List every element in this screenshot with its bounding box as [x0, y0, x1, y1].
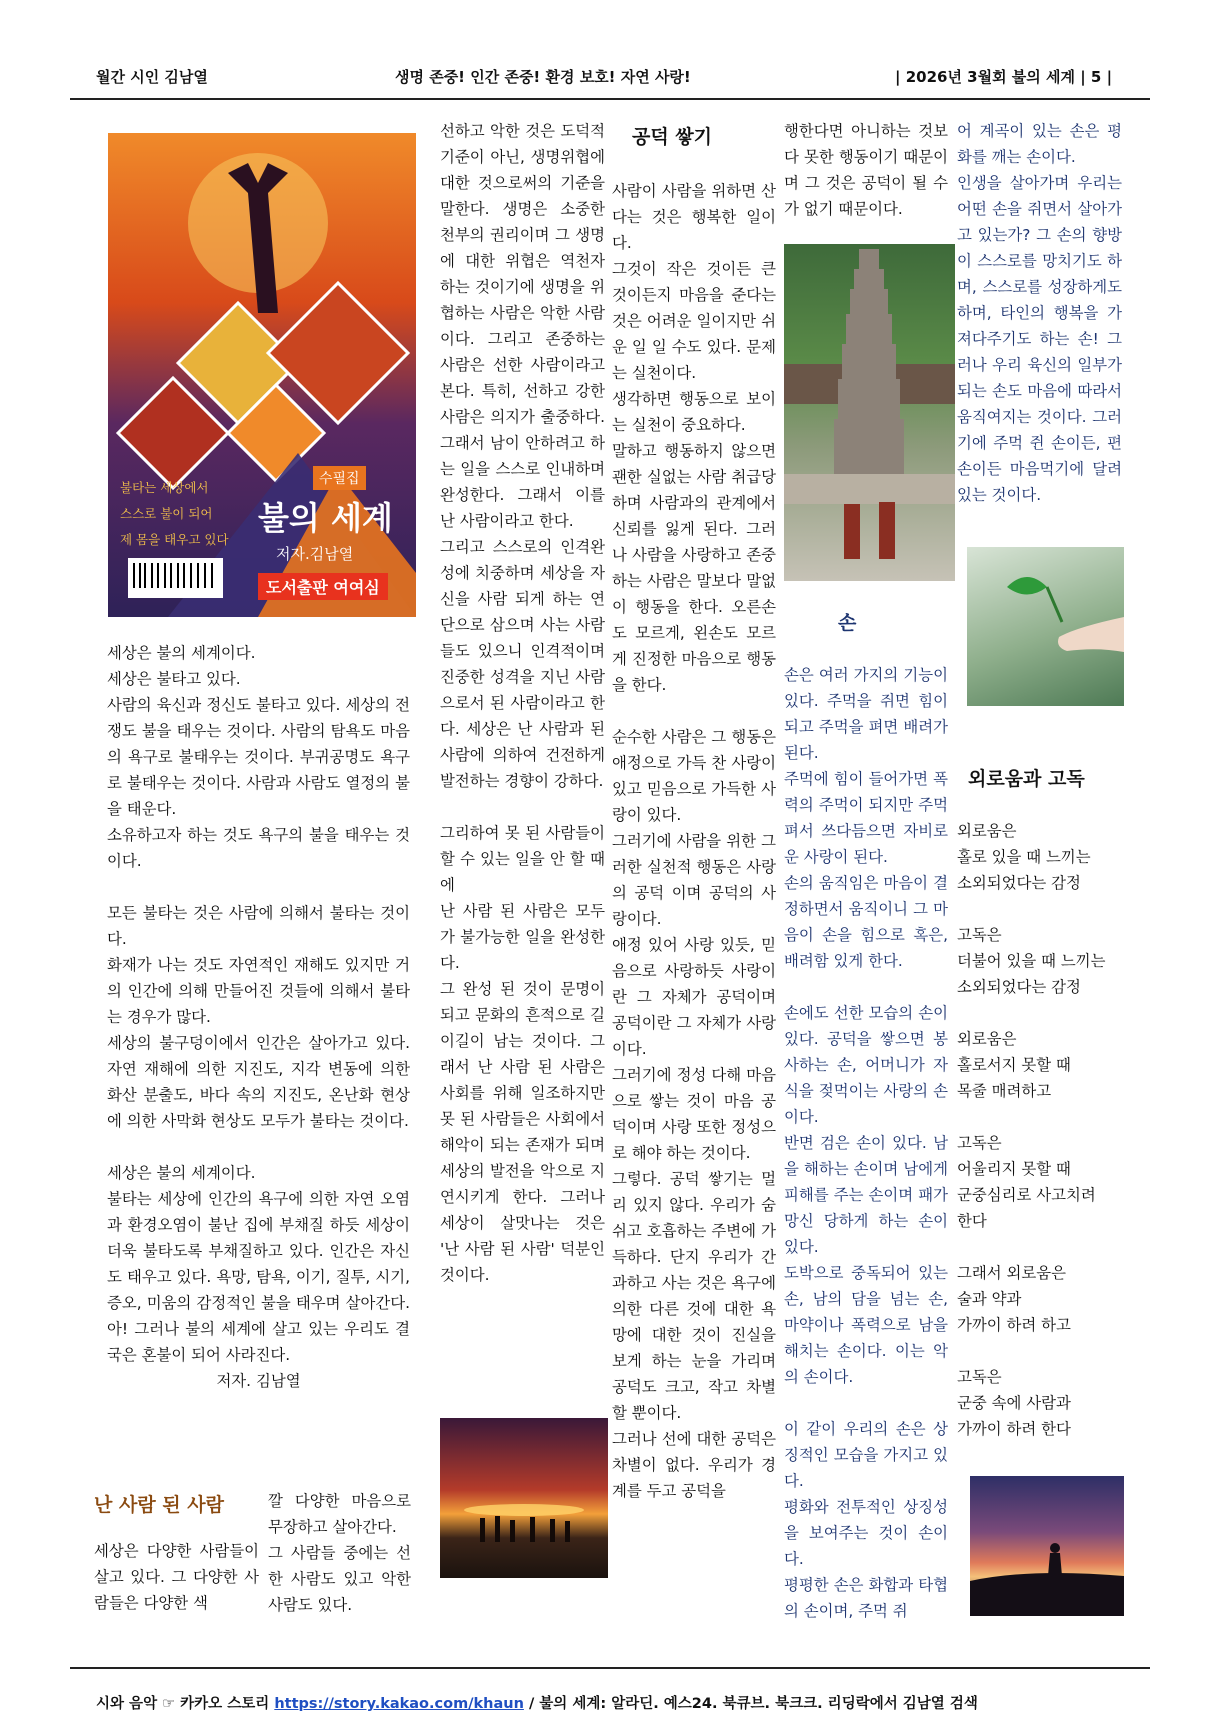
footer-rule: [70, 1667, 1150, 1669]
col2-paragraph-1: 선하고 악한 것은 도덕적 기준이 아닌, 생명위협에 대한 것으로써의 기준을 말한다. 생명은 소중한 천부의 권리이며 그 생명에 대한 위협은 역천자 하는 것이기에 생명을 위협하는 사람은 악한 사람이다. 그리고 존중하는 사람은 선한 사람이라고 본다. 특히, 선하고 강한 사람은 의지가 출중하다. 그래서 남이 안하려고 하는 일을 스스로 인내하며 완성한다. 그래서 이를 난 사람이라고 한다. 그리고 스스로의 인격완성에 치중하며 세상을 자신을 사람 되게 하는 연단으로 삼으며 사는 사람들도 있으니 인격적이며 진중한 성격을 지닌 사람으로서 된 사람이라고 한다. 세상은 난 사람과 된 사람에 의하여 건전하게 발전하는 경향이 강하다.: [440, 122, 605, 790]
twilight-silhouette-image: [970, 1476, 1124, 1616]
poem-line: [957, 1104, 1132, 1130]
cover-tagline-1: 불타는 세상에서: [120, 480, 209, 495]
sunset-silhouettes-image: [440, 1418, 608, 1578]
poem-line: 홀로 있을 때 느끼는: [957, 848, 1091, 866]
poem-line: 목줄 매려하고: [957, 1082, 1052, 1100]
col4-paragraph-1: 행한다면 아니하는 것보다 못한 행동이기 때문이며 그 것은 공덕이 될 수가 없기 때문이다.: [784, 122, 948, 218]
cover-badge: 수필집: [313, 466, 366, 490]
poem-line: [957, 1338, 1132, 1364]
poem-line: 홀로서지 못할 때: [957, 1056, 1071, 1074]
column-4-top: [784, 118, 948, 222]
col4-paragraph-2: 손은 여러 가지의 기능이 있다. 주먹을 쥐면 힘이 되고 주먹을 펴면 배려가 된다. 주먹에 힘이 들어가면 폭력의 주먹이 되지만 주먹 펴서 쓰다듬으면 자비로운 사랑이 된다. 손의 움직임은 마음이 결정하면서 움직이니 그 마음이 손을 힘으로 혹은, 배려함 있게 한다.: [784, 666, 948, 970]
column-3: [612, 178, 776, 1504]
column-2: [440, 118, 605, 1288]
column-1: [107, 640, 410, 1394]
col1-paragraph-3: 세상은 불의 세계이다. 불타는 세상에 인간의 욕구에 의한 자연 오염과 환경오염이 불난 집에 부채질 하듯 세상이 더욱 불타도록 부채질하고 있다. 인간은 자신도 태우고 있다. 욕망, 탐욕, 이기, 질투, 시기, 증오, 미움의 감정적인 불을 태우며 살아간다. 아! 그러나 불의 세계에 살고 있는 우리도 결국은 혼불이 되어 사라진다.: [107, 1164, 410, 1364]
col2-paragraph-2: 그리하여 못 된 사람들이 할 수 있는 일을 안 할 때에 난 사람 된 사람은 모두가 불가능한 일을 완성한다. 그 완성 된 것이 문명이 되고 문화의 흔적으로 길이길이 남는 것이다. 그래서 난 사람 된 사람은 사회를 위해 일조하지만 못 된 사람들은 사회에서 해악이 되는 존재가 되며 세상의 발전을 악으로 지연시키게 한다. 그러나 세상이 살맛나는 것은 '난 사람 된 사람' 덕분인 것이다.: [440, 824, 605, 1284]
col3-paragraph-1: 사람이 사람을 위하면 산다는 것은 행복한 일이다. 그것이 작은 것이든 큰 것이든지 마음을 준다는 것은 어려운 일이지만 쉬운 일 일 수도 있다. 문제는 실천이다. 생각하면 행동으로 보이는 실천이 중요하다. 말하고 행동하지 않으면 괜한 실없는 사람 취급당하며 사람과의 관계에서 신뢰를 잃게 된다. 그러나 사람을 사랑하고 존중하는 사람은 말보다 말없이 행동을 한다. 오른손도 모르게, 왼손도 모르게 진정한 마음으로 행동을 한다.: [612, 182, 776, 694]
footer-suffix: / 불의 세계: 알라딘. 예스24. 북큐브. 북크크. 리딩락에서 김남열 검색: [523, 1696, 978, 1712]
book-cover-image: [108, 133, 416, 617]
col1-author: 저자. 김남열: [216, 1372, 301, 1390]
poem-line: [957, 896, 1132, 922]
poem-line: 고독은: [957, 1134, 1002, 1152]
poem-line: 술과 약과: [957, 1290, 1022, 1308]
section-heading-nanasaram: 난 사람 된 사람: [94, 1494, 224, 1516]
col4-paragraph-4: 이 같이 우리의 손은 상징적인 모습을 가지고 있다. 평화와 전투적인 상징성을 보여주는 것이 손이다. 평평한 손은 화합과 타협의 손이며, 주먹 쥐: [784, 1420, 948, 1620]
nanasaram-left-text: [94, 1538, 259, 1616]
poem-line: 가까이 하려 한다: [957, 1420, 1071, 1438]
header-rule: [70, 98, 1150, 100]
header-left: 월간 시인 김남열: [96, 68, 208, 86]
poem-line: 가까이 하려 하고: [957, 1316, 1071, 1334]
nanasaram-right-text: [268, 1488, 411, 1618]
poem-line: 고독은: [957, 926, 1002, 944]
nanasaram-left-paragraph: 세상은 다양한 사람들이 살고 있다. 그 다양한 사람들은 다양한 색: [94, 1542, 259, 1612]
footer-prefix: 시와 음악 ☞ 카카오 스토리: [96, 1696, 275, 1712]
hand-icon: [1058, 617, 1124, 652]
cover-author: 저자.김남열: [276, 545, 354, 563]
cover-title: 불의 세계: [258, 499, 393, 537]
cover-tagline-3: 제 몸을 태우고 있다: [120, 532, 229, 547]
poem-line: 외로움은: [957, 1030, 1017, 1048]
nanasaram-right-paragraph: 깔 다양한 마음으로 무장하고 살아간다. 그 사람들 중에는 선한 사람도 있고 악한 사람도 있다.: [268, 1492, 411, 1614]
col3-paragraph-2: 순수한 사람은 그 행동은 애정으로 가득 찬 사랑이 있고 믿음으로 가득한 사랑이 있다. 그러기에 사람을 위한 그러한 실천적 행동은 사랑의 공덕 이며 공덕의 사랑이다. 애정 있어 사랑 있듯, 믿음으로 사랑하듯 사랑이란 그 자체가 공덕이며 공덕이란 그 자체가 사랑이다. 그러기에 정성 다해 마음으로 쌓는 것이 마음 공덕이며 사랑 또한 정성으로 해야 하는 것이다. 그렇다. 공덕 쌓기는 멀리 있지 않다. 우리가 숨 쉬고 호흡하는 주변에 가득하다. 단지 우리가 간과하고 사는 것은 욕구에 의한 다른 것에 대한 욕망에 대한 것이 진실을 보게 하는 눈을 가리며 공덕도 크고, 작고 차별할 뿐이다. 그러나 선에 대한 공덕은 차별이 없다. 우리가 경계를 두고 공덕을: [612, 728, 776, 1500]
col5-paragraph-1: 어 계곡이 있는 손은 평화를 깨는 손이다. 인생을 살아가며 우리는 어떤 손을 쥐면서 살아가고 있는가? 그 손의 향방이 스스로를 망치기도 하며, 스스로를 성장하게도 하며, 타인의 행복을 가져다주기도 하는 손! 그러나 우리 육신의 일부가 되는 손도 마음에 따라서 움직여지는 것이다. 그러기에 주먹 쥔 손이든, 편 손이든 마음먹기에 달려 있는 것이다.: [957, 122, 1122, 504]
poem-line: 고독은: [957, 1368, 1002, 1386]
column-5-top: [957, 118, 1122, 508]
section-heading-son: 손: [838, 612, 857, 634]
poem-loneliness: [957, 818, 1132, 1442]
hand-seedling-image: [967, 547, 1124, 706]
poem-line: 더불어 있을 때 느끼는: [957, 952, 1106, 970]
poem-line: 한다: [957, 1212, 987, 1230]
pagoda-temple-image: [784, 244, 955, 581]
header-center: 생명 존중! 인간 존중! 환경 보호! 자연 사랑!: [395, 68, 691, 86]
poem-line: [957, 1000, 1132, 1026]
person-silhouette-icon: [1050, 1543, 1060, 1553]
footer-info: [96, 1692, 978, 1713]
column-4-bottom: [784, 662, 948, 1624]
header-right: | 2026년 3월회 불의 세계 | 5 |: [895, 68, 1113, 86]
poem-line: 어울리지 못할 때: [957, 1160, 1071, 1178]
kakao-story-link[interactable]: https://story.kakao.com/khaun: [274, 1696, 524, 1712]
section-heading-gongdeok: 공덕 쌓기: [632, 126, 713, 148]
poem-line: 군중심리로 사고치려: [957, 1186, 1096, 1204]
leaf-icon: [1007, 577, 1047, 595]
poem-line: [957, 1234, 1132, 1260]
poem-line: 군중 속에 사람과: [957, 1394, 1071, 1412]
poem-line: 소외되었다는 감정: [957, 978, 1081, 996]
section-heading-loneliness: 외로움과 고독: [968, 768, 1085, 790]
cover-tagline-2: 스스로 불이 되어: [120, 506, 213, 521]
col4-paragraph-3: 손에도 선한 모습의 손이 있다. 공덕을 쌓으면 봉사하는 손, 어머니가 자식을 젖먹이는 사랑의 손이다. 반면 검은 손이 있다. 남을 해하는 손이며 남에게 피해를 주는 손이며 패가망신 당하게 하는 손이 있다. 도박으로 중독되어 있는 손, 남의 담을 넘는 손, 마약이나 폭력으로 남을 해치는 손이다. 이는 악의 손이다.: [784, 1004, 948, 1386]
col1-paragraph-2: 모든 불타는 것은 사람에 의해서 불타는 것이다. 화재가 나는 것도 자연적인 재해도 있지만 거의 인간에 의해 만들어진 것들에 의해서 불타는 경우가 많다. 세상의 불구덩이에서 인간은 살아가고 있다. 자연 재해에 의한 지진도, 지각 변동에 의한 화산 분출도, 바다 속의 지진도, 온난화 현상에 의한 사막화 현상도 모두가 불타는 것이다.: [107, 904, 410, 1130]
poem-line: 외로움은: [957, 822, 1017, 840]
col1-paragraph-1: 세상은 불의 세계이다. 세상은 불타고 있다. 사람의 육신과 정신도 불타고 있다. 세상의 전쟁도 불을 태우는 것이다. 사람의 탐욕도 마음의 욕구로 불태우는 것이다. 부귀공명도 욕구로 불태우는 것이다. 사람과 사람도 열정의 불을 태운다. 소유하고자 하는 것도 욕구의 불을 태우는 것이다.: [107, 644, 410, 870]
poem-line: 그래서 외로움은: [957, 1264, 1066, 1282]
poem-line: 소외되었다는 감정: [957, 874, 1081, 892]
cover-publisher: 도서출판 여여심: [258, 573, 388, 600]
